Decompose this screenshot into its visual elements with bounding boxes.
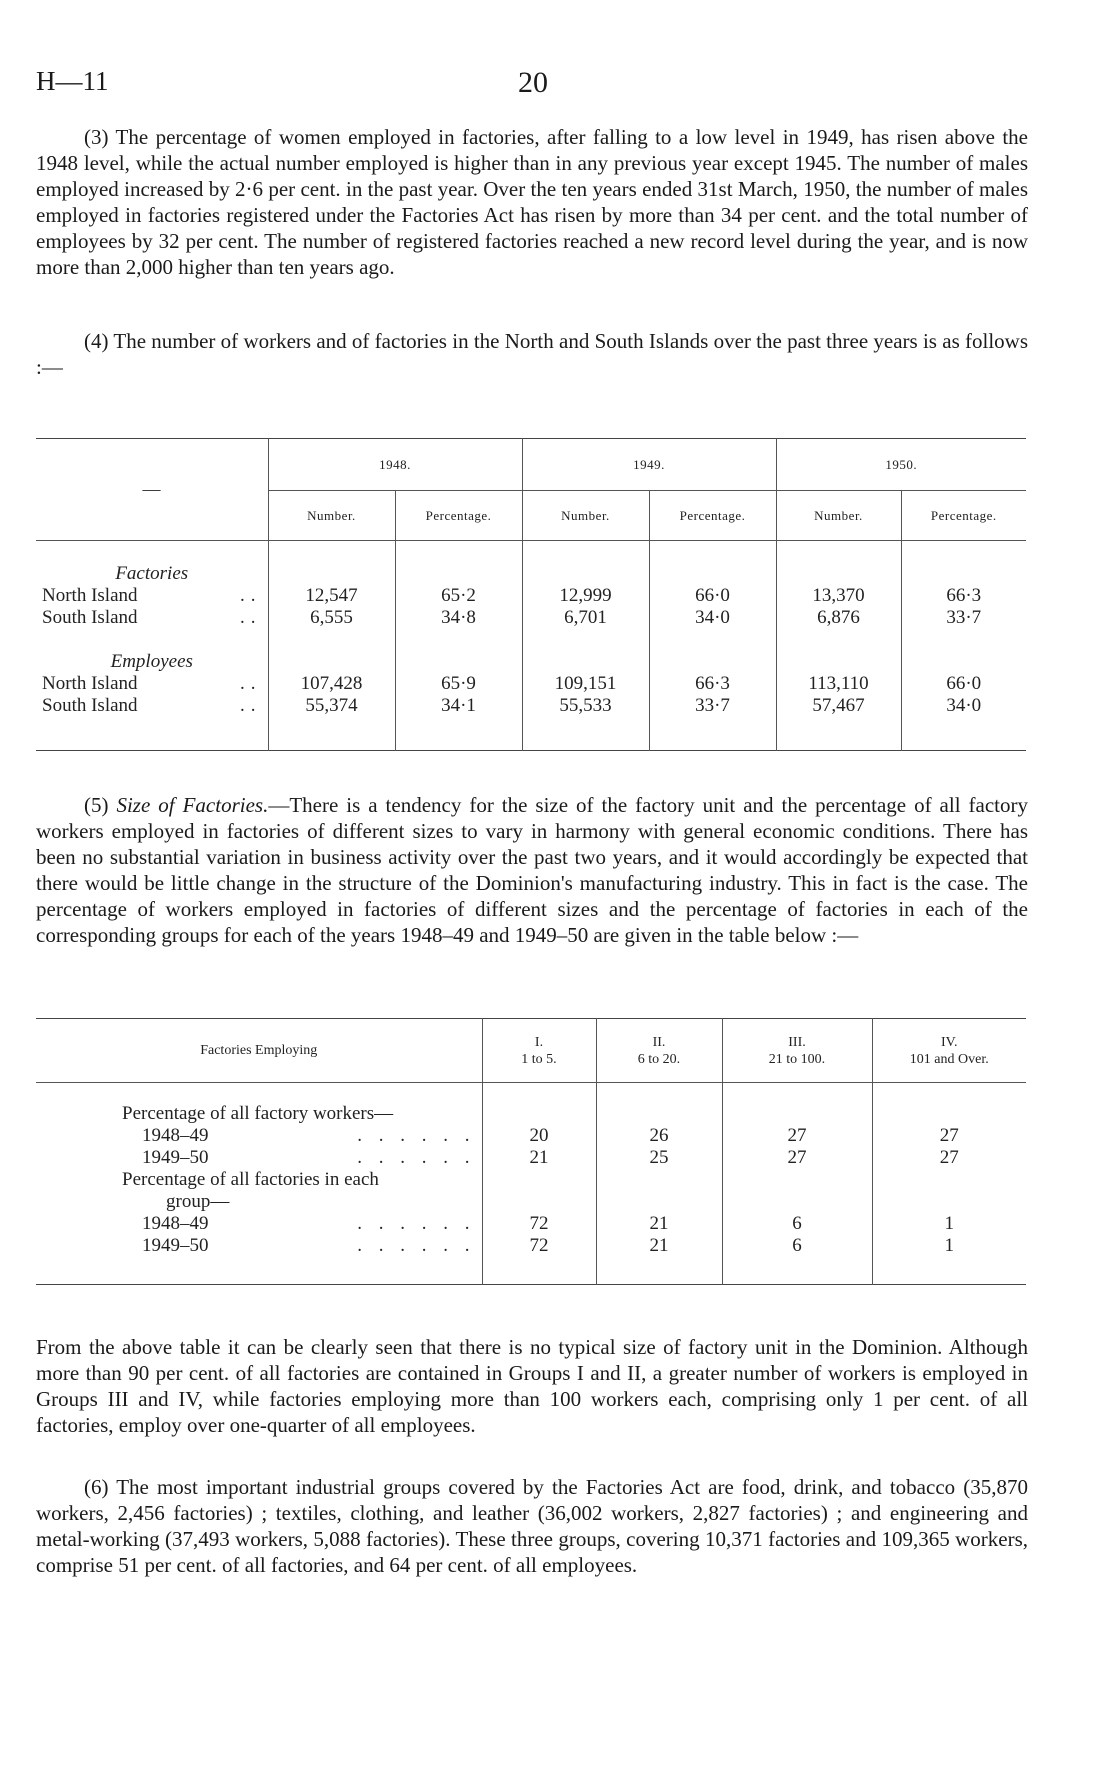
table-row bbox=[36, 1213, 1026, 1235]
table1-year-header: 1948. bbox=[268, 439, 522, 491]
table-cell: 6,555 bbox=[268, 607, 395, 629]
table-cell: 34·1 bbox=[395, 695, 522, 717]
table-cell: 66·3 bbox=[649, 673, 776, 695]
table-cell: 27 bbox=[939, 1124, 959, 1146]
table-cell: 12,547 bbox=[268, 585, 395, 607]
table-cell: 33·7 bbox=[946, 606, 982, 628]
paragraph-4: (4) The number of workers and of factories in the North and South Islands over the past three years is as follows :— bbox=[36, 329, 1028, 379]
leader-dots: .. bbox=[240, 606, 262, 628]
table2-column-header bbox=[872, 1019, 1026, 1083]
paragraph-5 bbox=[36, 792, 1028, 948]
table-row bbox=[36, 695, 1026, 717]
leader-dots: .. bbox=[240, 694, 262, 716]
table-cell: 1 bbox=[944, 1212, 954, 1234]
row-label: South Island bbox=[42, 606, 138, 628]
table-cell: 66·0 bbox=[649, 585, 776, 607]
table-cell: 26 bbox=[596, 1125, 722, 1147]
table-cell: 6,701 bbox=[522, 607, 649, 629]
table1-subheader: Percentage. bbox=[901, 491, 1026, 541]
row-label: South Island bbox=[42, 694, 138, 716]
table-cell: 55,374 bbox=[268, 695, 395, 717]
column-roman: III. bbox=[788, 1034, 806, 1050]
table-cell: 20 bbox=[482, 1125, 596, 1147]
section-label-continued: group— bbox=[36, 1191, 482, 1213]
table2-stub-header: Factories Employing bbox=[36, 1019, 482, 1083]
row-label: 1948–49 bbox=[142, 1212, 209, 1234]
row-label: 1948–49 bbox=[142, 1124, 209, 1146]
table-cell: 66·0 bbox=[946, 672, 982, 694]
paragraph-5-lead: (5) bbox=[84, 793, 117, 817]
paragraph-3: (3) The percentage of women employed in factories, after falling to a low level in 1949, has risen above the 1948 level, while the actual number employed is higher than in any previous year except 1945. The number of males employed increased by 2·6 per cent. in the past year. Over the ten years ended 31st March, 1950, the number of males employed in factories registered under the Factories Act has risen by more than 34 per cent. and the total number of employees by 32 per cent. The number of registered factories reached a new record level during the year, and is now more than 2,000 higher than ten years ago. bbox=[36, 125, 1028, 279]
table-cell: 57,467 bbox=[776, 695, 901, 717]
table-cell: 13,370 bbox=[776, 585, 901, 607]
table-row bbox=[36, 673, 1026, 695]
table2-column-header bbox=[482, 1019, 596, 1083]
table-cell: 66·3 bbox=[946, 584, 982, 606]
table-cell: 72 bbox=[482, 1213, 596, 1235]
table-cell: 12,999 bbox=[522, 585, 649, 607]
paragraph-summary: From the above table it can be clearly seen that there is no typical size of factory unit in the Dominion. Although more than 90 per cent. of all factories are contained in Groups I and II, a greater number of workers is employed in Groups III and IV, while factories employing more than 100 workers each, comprising only 1 per cent. of all factories, employ over one-quarter of all employees. bbox=[36, 1335, 1028, 1437]
table1-stub-header: — bbox=[36, 439, 268, 541]
table1-subheader: Number. bbox=[522, 491, 649, 541]
table-cell: 72 bbox=[482, 1235, 596, 1257]
section-label: Percentage of all factories in each bbox=[36, 1169, 482, 1191]
table1-subheader: Number. bbox=[776, 491, 901, 541]
leader-dots: . . . . . . bbox=[357, 1146, 476, 1168]
table-row bbox=[36, 1235, 1026, 1257]
table-cell: 27 bbox=[722, 1147, 872, 1169]
table-cell: 25 bbox=[596, 1147, 722, 1169]
table-cell: 6 bbox=[722, 1213, 872, 1235]
paragraph-6: (6) The most important industrial groups covered by the Factories Act are food, drink, and tobacco (35,870 workers, 2,456 factories) ; textiles, clothing, and leather (36,002 workers, 2,827 factories) ; and engineering and metal-working (37,493 workers, 5,088 factories). These three groups, covering 10,371 factories and 109,365 workers, comprise 51 per cent. of all factories, and 64 per cent. of all employees. bbox=[36, 1475, 1028, 1577]
table-row bbox=[36, 585, 1026, 607]
column-range: 6 to 20. bbox=[637, 1051, 681, 1067]
table-cell: 65·9 bbox=[395, 673, 522, 695]
leader-dots: . . . . . . bbox=[357, 1234, 476, 1256]
table1-subheader: Percentage. bbox=[395, 491, 522, 541]
islands-table bbox=[36, 438, 1026, 751]
row-label: 1949–50 bbox=[142, 1146, 209, 1168]
table-cell: 34·0 bbox=[649, 607, 776, 629]
leader-dots: . . . . . . bbox=[357, 1212, 476, 1234]
paragraph-5-title: Size of Factories. bbox=[116, 793, 269, 817]
row-label: 1949–50 bbox=[142, 1234, 209, 1256]
table1-group-title: Employees bbox=[36, 651, 268, 673]
table-cell: 65·2 bbox=[395, 585, 522, 607]
section-label: Percentage of all factory workers— bbox=[36, 1103, 482, 1125]
factory-size-table bbox=[36, 1018, 1026, 1285]
table1-year-header: 1950. bbox=[776, 439, 1026, 491]
column-roman: I. bbox=[534, 1034, 544, 1050]
paragraph-5-body: —There is a tendency for the size of the factory unit and the percentage of all factory workers employed in factories of different sizes to vary in harmony with general economic conditions. There has been no substantial variation in business activity over the past two years, and it would accordingly be expected that there would be little change in the structure of the Dominion's manufacturing industry. This in fact is the case. The percentage of workers employed in factories of different sizes and the percentage of factories in each of the corresponding groups for each of the years 1948–49 and 1949–50 are given in the table below :— bbox=[36, 793, 1028, 947]
table-cell: 21 bbox=[596, 1213, 722, 1235]
table-cell: 6,876 bbox=[776, 607, 901, 629]
table-cell: 113,110 bbox=[776, 673, 901, 695]
column-range: 101 and Over. bbox=[909, 1051, 989, 1067]
leader-dots: . . . . . . bbox=[357, 1124, 476, 1146]
table-cell: 34·8 bbox=[395, 607, 522, 629]
table-cell: 55,533 bbox=[522, 695, 649, 717]
table-cell: 1 bbox=[944, 1234, 954, 1256]
table1-group-title: Factories bbox=[36, 563, 268, 585]
column-roman: II. bbox=[652, 1034, 666, 1050]
table-cell: 6 bbox=[722, 1235, 872, 1257]
table-cell: 21 bbox=[482, 1147, 596, 1169]
table-row bbox=[36, 1147, 1026, 1169]
table2-column-header bbox=[596, 1019, 722, 1083]
table-cell: 109,151 bbox=[522, 673, 649, 695]
table1-subheader: Percentage. bbox=[649, 491, 776, 541]
table-cell: 27 bbox=[722, 1125, 872, 1147]
table-cell: 21 bbox=[596, 1235, 722, 1257]
column-range: 1 to 5. bbox=[521, 1051, 557, 1067]
table-cell: 34·0 bbox=[946, 694, 982, 716]
page-header bbox=[36, 66, 1036, 106]
table-row bbox=[36, 1125, 1026, 1147]
table1-year-header: 1949. bbox=[522, 439, 776, 491]
table-cell: 107,428 bbox=[268, 673, 395, 695]
document-reference: H—11 bbox=[36, 66, 109, 96]
page-number: 20 bbox=[518, 66, 548, 99]
table2-column-header bbox=[722, 1019, 872, 1083]
table-row bbox=[36, 607, 1026, 629]
table-cell: 33·7 bbox=[649, 695, 776, 717]
column-range: 21 to 100. bbox=[768, 1051, 826, 1067]
table1-subheader: Number. bbox=[268, 491, 395, 541]
column-roman: IV. bbox=[941, 1034, 958, 1050]
leader-dots: .. bbox=[240, 584, 262, 606]
table-cell: 27 bbox=[939, 1146, 959, 1168]
row-label: North Island bbox=[42, 672, 138, 694]
leader-dots: .. bbox=[240, 672, 262, 694]
row-label: North Island bbox=[42, 584, 138, 606]
